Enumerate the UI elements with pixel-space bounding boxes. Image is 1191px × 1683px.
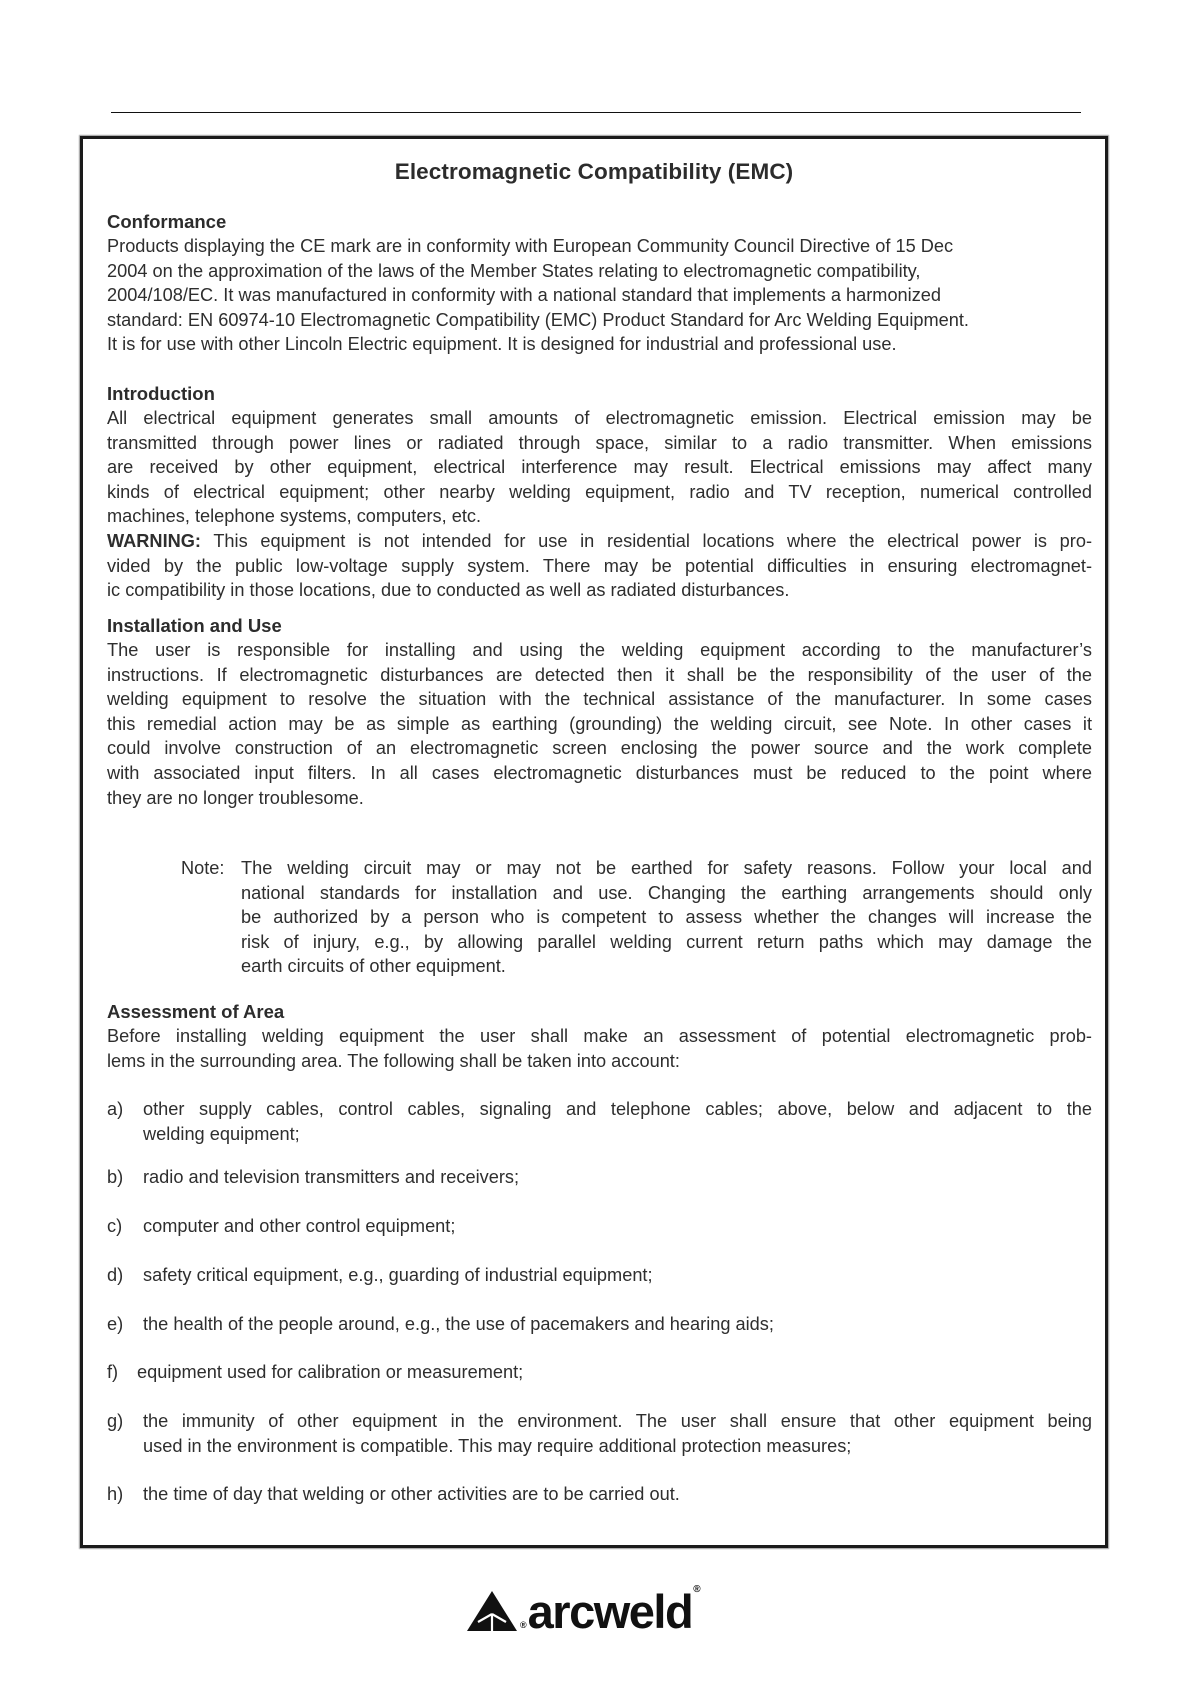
arcweld-triangle-mark-icon [466, 1590, 518, 1632]
list-item-label: g) [107, 1411, 124, 1431]
text-line: The user is responsible for installing and using the welding equipment according to the manufacturer’s [107, 640, 1092, 660]
list-item-text [143, 1409, 1092, 1458]
text-line: the health of the people around, e.g., the use of pacemakers and hearing aids; [143, 1314, 774, 1334]
assessment-paragraph [107, 1024, 1092, 1073]
text-line: used in the environment is compatible. This may require additional protection measures; [143, 1435, 852, 1456]
text-line: safety critical equipment, e.g., guarding of industrial equipment; [143, 1265, 653, 1285]
text-line: computer and other control equipment; [143, 1216, 456, 1236]
note-text [241, 856, 1092, 979]
warning-label: WARNING: [107, 530, 201, 551]
text-line: the time of day that welding or other activities are to be carried out. [143, 1484, 680, 1504]
list-item-text [143, 1097, 1092, 1146]
note-label: Note: [181, 858, 225, 878]
text-line: All electrical equipment generates small amounts of electromagnetic emission. Electrical emission may be [107, 408, 1092, 428]
registered-mark: ® [693, 1584, 701, 1595]
text-line: other supply cables, control cables, signaling and telephone cables; above, below and adjacent to the [143, 1099, 1092, 1119]
text-line: instructions. If electromagnetic disturbances are detected then it shall be the responsibility of the user of the [107, 664, 1092, 685]
logo-wordmark: arcweld [527, 1585, 693, 1638]
list-item-text [137, 1360, 1086, 1385]
text-line: are received by other equipment, electrical interference may result. Electrical emissions may affect many [107, 457, 1092, 478]
introduction-paragraph [107, 406, 1092, 603]
text-line: national standards for installation and use. Changing the earthing arrangements should only [241, 882, 1092, 903]
text-line: machines, telephone systems, computers, etc. [107, 506, 482, 527]
text-line: 2004/108/EC. It was manufactured in conformity with a national standard that implements a harmonized [107, 285, 942, 306]
text-line: this remedial action may be as simple as earthing (grounding) the welding circuit, see Note. In other cases it [107, 713, 1092, 734]
warning-text: This equipment is not intended for use in residential locations where the electrical power is pro- [200, 530, 1092, 551]
text-line: equipment used for calibration or measurement; [137, 1362, 524, 1382]
text-line: 2004 on the approximation of the laws of the Member States relating to electromagnetic compatibility, [107, 260, 921, 281]
arcweld-logo [466, 1584, 701, 1638]
text-line: they are no longer troublesome. [107, 787, 364, 808]
text-line: It is for use with other Lincoln Electric equipment. It is designed for industrial and professional use. [107, 334, 897, 355]
list-item-label: f) [107, 1362, 119, 1382]
text-line: kinds of electrical equipment; other nearby welding equipment, radio and TV reception, numerical controlled [107, 481, 1092, 502]
text-line: standard: EN 60974-10 Electromagnetic Compatibility (EMC) Product Standard for Arc Welding Equipment. [107, 309, 969, 330]
page-title: Electromagnetic Compatibility (EMC) [394, 159, 794, 184]
installation-paragraph [107, 638, 1092, 810]
section-heading-installation: Installation and Use [107, 615, 282, 636]
emc-notice-box [80, 136, 1108, 1548]
text-line: vided by the public low-voltage supply system. There may be potential difficulties in ensuring electromagnet- [107, 555, 1092, 576]
header-rule [111, 112, 1081, 113]
section-heading-assessment: Assessment of Area [107, 1001, 285, 1022]
text-line: Products displaying the CE mark are in conformity with European Community Council Directive of 15 Dec [107, 236, 954, 256]
list-item-text [143, 1214, 1092, 1239]
text-line: welding equipment to resolve the situation with the technical assistance of the manufacturer. In some cases [107, 689, 1092, 710]
text-line: welding equipment; [143, 1123, 300, 1144]
list-item-text [143, 1263, 1092, 1288]
list-item-label: a) [107, 1099, 124, 1119]
text-line: with associated input filters. In all cases electromagnetic disturbances must be reduced to the point where [107, 762, 1092, 783]
text-line: transmitted through power lines or radiated through space, similar to a radio transmitter. When emissions [107, 432, 1092, 453]
registered-mark-small: ® [520, 1620, 527, 1630]
warning-line [107, 529, 1092, 554]
list-item-label: b) [107, 1167, 124, 1187]
text-line: lems in the surrounding area. The following shall be taken into account: [107, 1050, 680, 1071]
text-line: radio and television transmitters and receivers; [143, 1167, 520, 1187]
text-line: Before installing welding equipment the user shall make an assessment of potential electromagnetic prob- [107, 1026, 1092, 1046]
list-item-label: e) [107, 1314, 124, 1334]
text-line: ic compatibility in those locations, due to conducted as well as radiated disturbances. [107, 580, 790, 601]
list-item-label: c) [107, 1216, 123, 1236]
list-item-text [143, 1165, 1092, 1190]
list-item-label: d) [107, 1265, 124, 1285]
text-line: could involve construction of an electromagnetic screen enclosing the power source and the work complete [107, 738, 1092, 759]
section-heading-conformance: Conformance [107, 211, 227, 232]
list-item-label: h) [107, 1484, 124, 1504]
text-line: be authorized by a person who is competent to assess whether the changes will increase the [241, 907, 1092, 928]
text-line: The welding circuit may or may not be earthed for safety reasons. Follow your local and [241, 858, 1092, 878]
list-item-text [143, 1312, 1092, 1337]
list-item-text [143, 1482, 1092, 1507]
text-line: earth circuits of other equipment. [241, 956, 506, 977]
section-heading-introduction: Introduction [107, 383, 215, 404]
conformance-paragraph [107, 234, 1092, 357]
text-line: risk of injury, e.g., by allowing parallel welding current return paths which may damage the [241, 931, 1092, 952]
text-line: the immunity of other equipment in the environment. The user shall ensure that other equipment being [143, 1411, 1092, 1431]
